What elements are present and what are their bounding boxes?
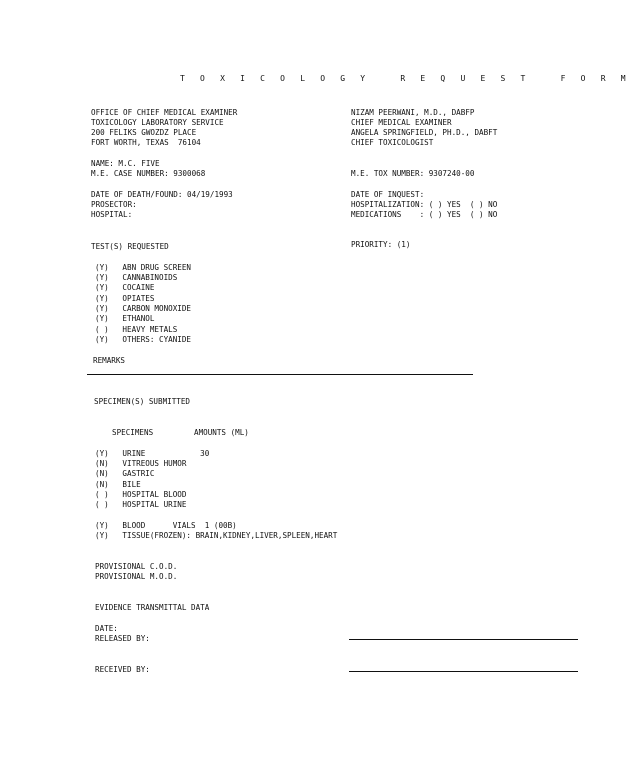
test-item: (Y) ABN DRUG SCREEN [95, 263, 192, 272]
staff-line-1: NIZAM PEERWANI, M.D., DABFP [351, 108, 475, 117]
released-by-signature-line [349, 639, 578, 640]
received-by-label: RECEIVED BY: [95, 665, 150, 674]
provisional-cod: PROVISIONAL C.O.D. [95, 562, 178, 571]
released-by-label: RELEASED BY: [95, 634, 150, 643]
office-line-2: TOXICOLOGY LABORATORY SERVICE [91, 118, 224, 127]
medications-field: MEDICATIONS : ( ) YES ( ) NO [351, 210, 498, 219]
test-item: (Y) COCAINE [95, 283, 155, 292]
hospital-field: HOSPITAL: [91, 210, 133, 219]
specimen-item: ( ) HOSPITAL BLOOD [95, 490, 187, 499]
amounts-column-header: AMOUNTS (ML) [194, 428, 249, 437]
form-title: T O X I C O L O G Y R E Q U E S T F O R M [180, 74, 631, 83]
specimen-item: (N) GASTRIC [95, 469, 155, 478]
staff-line-4: CHIEF TOXICOLOGIST [351, 138, 434, 147]
tissue-frozen: (Y) TISSUE(FROZEN): BRAIN,KIDNEY,LIVER,SPLEEN,HEART [95, 531, 338, 540]
specimens-column-header: SPECIMENS [112, 428, 154, 437]
evidence-date: DATE: [95, 624, 118, 633]
prosector-field: PROSECTOR: [91, 200, 137, 209]
staff-line-3: ANGELA SPRINGFIELD, PH.D., DABFT [351, 128, 498, 137]
tests-requested-header: TEST(S) REQUESTED [91, 242, 169, 251]
received-by-signature-line [349, 671, 578, 672]
test-item: (Y) CANNABINOIDS [95, 273, 178, 282]
test-item: (Y) CARBON MONOXIDE [95, 304, 192, 313]
blood-vials: (Y) BLOOD VIALS 1 (00B) [95, 521, 237, 530]
test-item: ( ) HEAVY METALS [95, 325, 178, 334]
staff-line-2: CHIEF MEDICAL EXAMINER [351, 118, 452, 127]
me-tox-number: M.E. TOX NUMBER: 9307240-00 [351, 169, 475, 178]
specimen-item: (N) BILE [95, 480, 141, 489]
priority-field: PRIORITY: (1) [351, 240, 411, 249]
date-of-death: DATE OF DEATH/FOUND: 04/19/1993 [91, 190, 233, 199]
test-item: (Y) OPIATES [95, 294, 155, 303]
specimen-item: ( ) HOSPITAL URINE [95, 500, 187, 509]
office-line-1: OFFICE OF CHIEF MEDICAL EXAMINER [91, 108, 238, 117]
evidence-header: EVIDENCE TRANSMITTAL DATA [95, 603, 210, 612]
decedent-name: NAME: M.C. FIVE [91, 159, 160, 168]
test-item: (Y) OTHERS: CYANIDE [95, 335, 192, 344]
remarks-label: REMARKS [93, 356, 126, 365]
specimens-header: SPECIMEN(S) SUBMITTED [94, 397, 191, 406]
specimen-item: (N) VITREOUS HUMOR [95, 459, 187, 468]
test-item: (Y) ETHANOL [95, 314, 155, 323]
provisional-mod: PROVISIONAL M.O.D. [95, 572, 178, 581]
remarks-divider [87, 374, 473, 375]
office-line-4: FORT WORTH, TEXAS 76104 [91, 138, 201, 147]
me-case-number: M.E. CASE NUMBER: 9300068 [91, 169, 206, 178]
hospitalization-field: HOSPITALIZATION: ( ) YES ( ) NO [351, 200, 498, 209]
specimen-item: (Y) URINE 30 [95, 449, 210, 458]
office-line-3: 200 FELIKS GWOZDZ PLACE [91, 128, 197, 137]
date-of-inquest: DATE OF INQUEST: [351, 190, 425, 199]
